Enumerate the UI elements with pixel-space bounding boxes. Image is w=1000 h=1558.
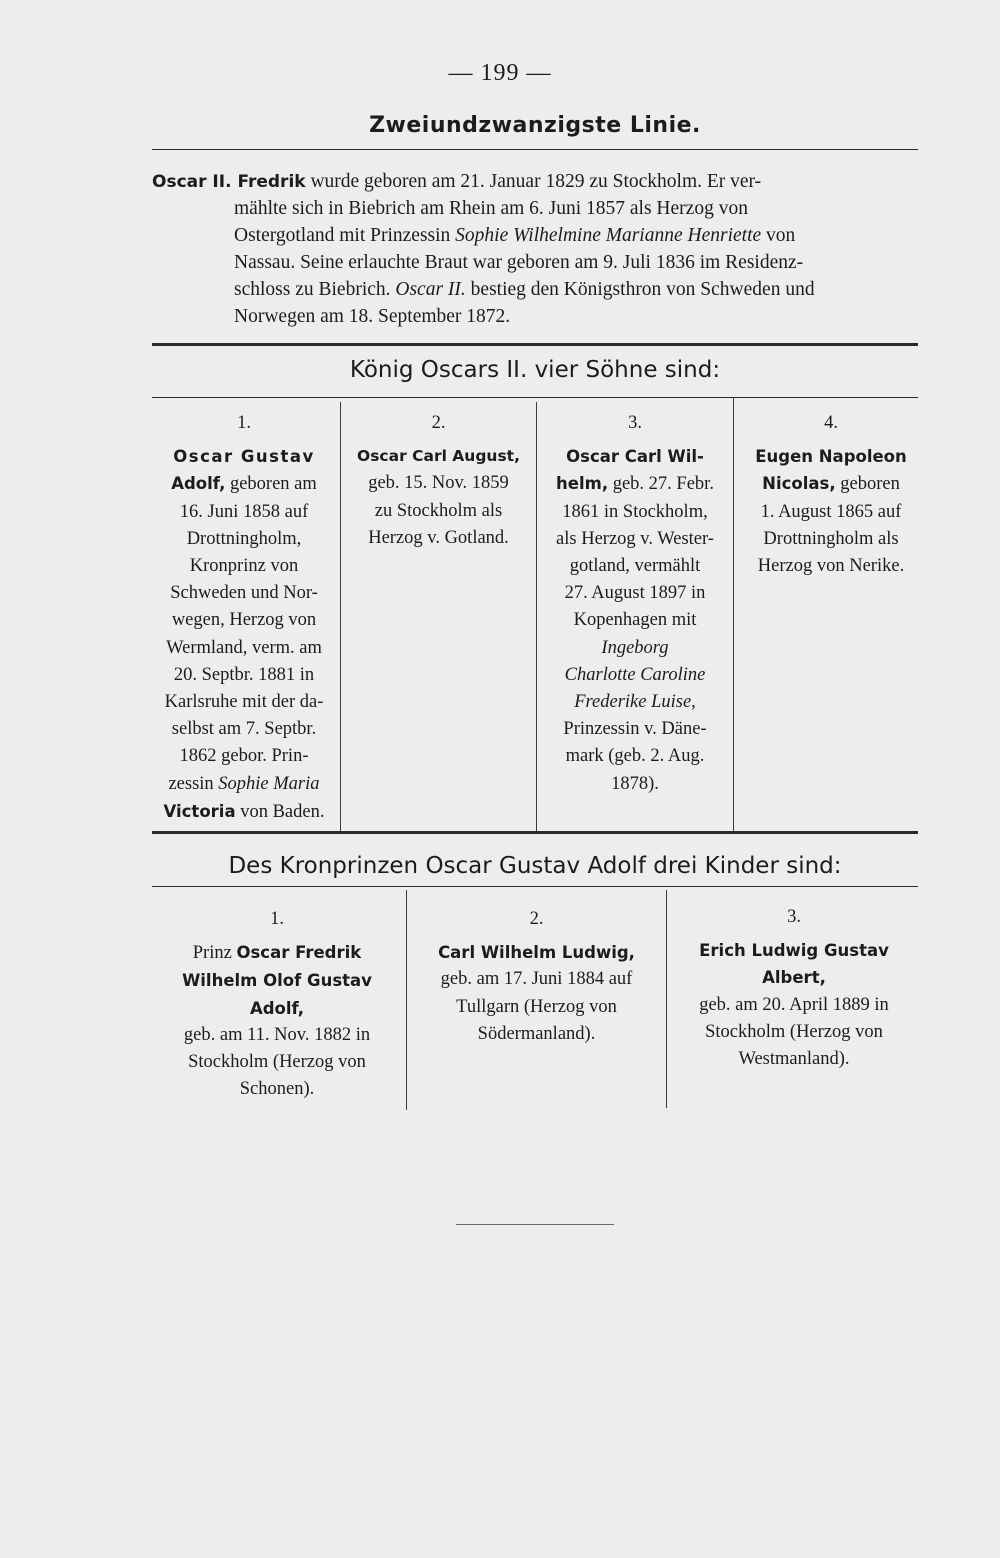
child-entry: 1. Prinz Oscar Fredrik Wilhelm Olof Gustav Adolf, geb. am 11. Nov. 1882 in Stockholm (Herzog von Schonen). bbox=[182, 909, 372, 1100]
sons-column-divider bbox=[733, 398, 734, 832]
son-entry: 2. Oscar Carl August, geb. 15. Nov. 1859 zu Stockholm als Herzog v. Gotland. bbox=[357, 413, 520, 548]
end-rule bbox=[456, 1224, 614, 1225]
children-column-divider bbox=[406, 890, 407, 1110]
child-entry: 2. Carl Wilhelm Ludwig, geb. am 17. Juni 1884 auf Tullgarn (Herzog von Södermanland). bbox=[438, 909, 635, 1044]
intro-name: Oscar II. Fredrik bbox=[152, 172, 306, 192]
children-heading: Des Kronprinzen Oscar Gustav Adolf drei Kinder sind: bbox=[228, 853, 842, 879]
section-rule-thick bbox=[152, 343, 918, 346]
son-entry: 1. Oscar Gustav Adolf, geboren am 16. Juni 1858 auf Drottningholm, Kronprinz von Schweden und Nor- wegen, Herzog von Wermland, verm. am 20. Septbr. 1881 in Karlsruhe mit der da- selbst am 7. Septbr. 1862 gebor. Prin- zessin Sophie Maria Victoria von Baden. bbox=[163, 413, 325, 822]
son-entry: 3. Oscar Carl Wil- helm, geb. 27. Febr. 1861 in Stockholm, als Herzog v. Wester- gotland, vermählt 27. August 1897 in Kopenhagen mit Ingeborg Charlotte Caroline Frederike Luise, Prinzessin v. Däne- mark (geb. 2. Aug. 1878). bbox=[556, 413, 714, 794]
sons-heading: König Oscars II. vier Söhne sind: bbox=[349, 357, 721, 383]
children-column-divider bbox=[666, 890, 667, 1108]
title-rule bbox=[152, 149, 918, 150]
section-rule-thick bbox=[152, 831, 918, 834]
sons-column-divider bbox=[340, 402, 341, 832]
sons-column-divider bbox=[536, 402, 537, 832]
sons-table-top-rule bbox=[152, 397, 918, 398]
children-table-top-rule bbox=[152, 886, 918, 887]
son-entry: 4. Eugen Napoleon Nicolas, geboren 1. August 1865 auf Drottningholm als Herzog von Nerike. bbox=[755, 413, 907, 577]
section-title: Zweiundzwanzigste Linie. bbox=[369, 113, 701, 138]
child-entry: 3. Erich Ludwig Gustav Albert, geb. am 20. April 1889 in Stockholm (Herzog von Westmanland). bbox=[699, 907, 889, 1070]
page-number: — 199 — bbox=[448, 60, 552, 86]
intro-paragraph: Oscar II. Fredrik wurde geboren am 21. Januar 1829 zu Stockholm. Er ver- mählte sich in Biebrich am Rhein am 6. Juni 1857 als Herzog von Ostergotland mit Prinzessin Sophie Wilhelmine Marianne Henriette von Nassau. Seine erlauchte Braut war geboren am 9. Juli 1836 im Residenz- schloss zu Biebrich. Oscar II. bestieg den Königsthron von Schweden und Norwegen am 18. September 1872. bbox=[152, 171, 815, 327]
